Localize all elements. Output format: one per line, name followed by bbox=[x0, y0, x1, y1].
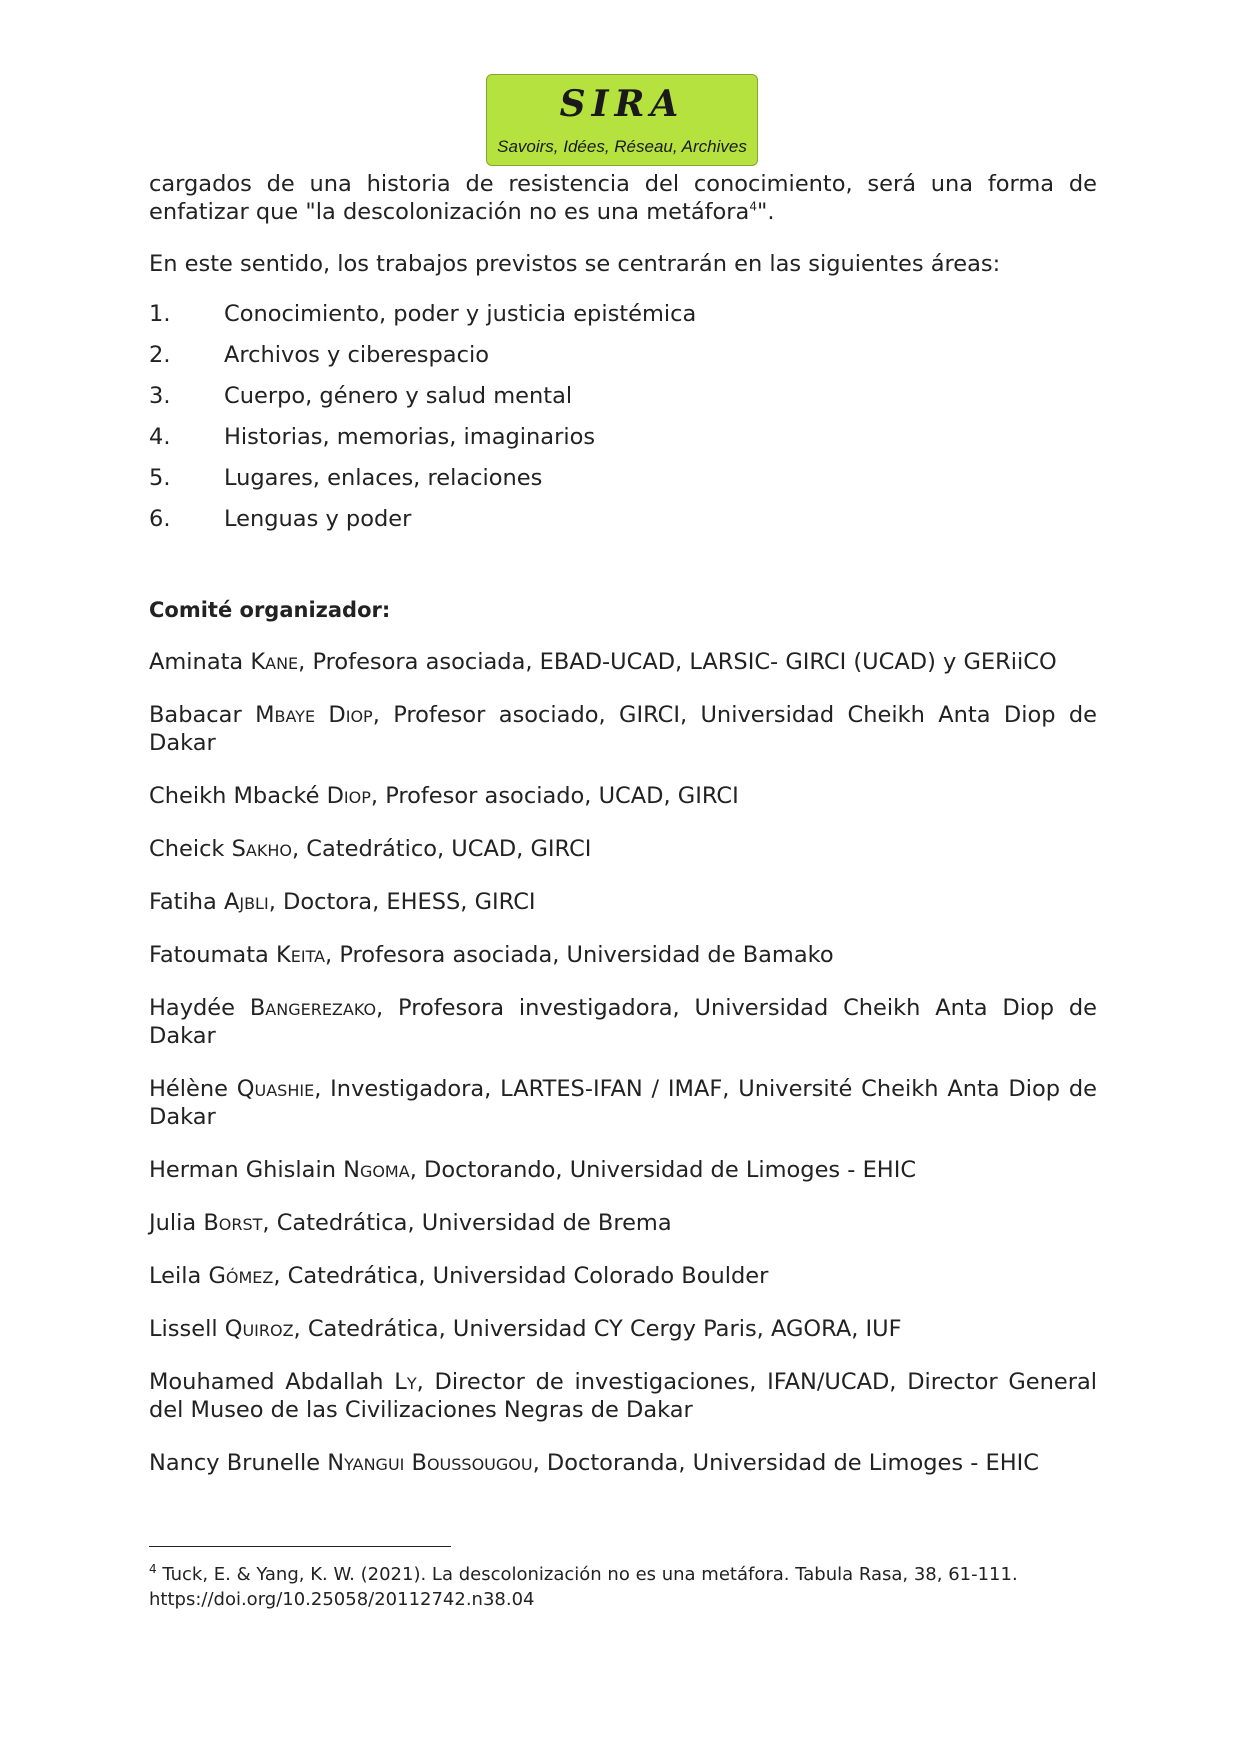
list-item-number: 2. bbox=[149, 342, 171, 368]
intro-paragraph bbox=[149, 170, 1097, 226]
member-affiliation: , Profesor asociado, GIRCI, Universidad Cheikh Anta Diop de Dakar bbox=[149, 702, 1097, 756]
member-first-name: Mouhamed Abdallah bbox=[149, 1369, 395, 1395]
member-affiliation: , Profesor asociado, UCAD, GIRCI bbox=[370, 783, 739, 809]
committee-heading: Comité organizador: bbox=[149, 598, 391, 622]
logo-subtitle: Savoirs, Idées, Réseau, Archives bbox=[497, 137, 747, 156]
member-first-name: Babacar bbox=[149, 702, 256, 728]
list-item-number: 1. bbox=[149, 301, 171, 327]
member-affiliation: , Catedrático, UCAD, GIRCI bbox=[291, 836, 592, 862]
member-affiliation: , Doctoranda, Universidad de Limoges - EHIC bbox=[532, 1450, 1039, 1476]
member-last-name: Sakho bbox=[231, 836, 292, 862]
member-affiliation: , Profesora investigadora, Universidad Cheikh Anta Diop de Dakar bbox=[149, 995, 1097, 1049]
member-last-name: Ajbli bbox=[223, 889, 269, 915]
areas-lead: En este sentido, los trabajos previstos se centrarán en las siguientes áreas: bbox=[149, 251, 1001, 277]
member-last-name: Quiroz bbox=[224, 1316, 294, 1342]
member-affiliation: , Profesora asociada, EBAD-UCAD, LARSIC- GIRCI (UCAD) y GERiiCO bbox=[298, 649, 1057, 675]
intro-end: ". bbox=[756, 199, 775, 225]
committee-member bbox=[149, 941, 1097, 969]
list-item-number: 6. bbox=[149, 506, 171, 532]
member-last-name: Ngoma bbox=[343, 1157, 410, 1183]
committee-member bbox=[149, 1156, 1097, 1184]
member-last-name: Kane bbox=[250, 649, 299, 675]
member-affiliation: , Investigadora, LARTES-IFAN / IMAF, Université Cheikh Anta Diop de Dakar bbox=[149, 1076, 1097, 1130]
member-affiliation: , Catedrática, Universidad CY Cergy Paris, AGORA, IUF bbox=[293, 1316, 902, 1342]
committee-member bbox=[149, 994, 1097, 1050]
member-first-name: Nancy Brunelle bbox=[149, 1450, 328, 1476]
committee-member bbox=[149, 835, 1097, 863]
member-affiliation: , Profesora asociada, Universidad de Bamako bbox=[325, 942, 834, 968]
member-affiliation: , Doctorando, Universidad de Limoges - EHIC bbox=[409, 1157, 917, 1183]
member-first-name: Aminata bbox=[149, 649, 251, 675]
member-first-name: Julia bbox=[149, 1210, 204, 1236]
list-item bbox=[149, 341, 1097, 382]
member-first-name: Leila bbox=[149, 1263, 209, 1289]
member-first-name: Haydée bbox=[149, 995, 250, 1021]
member-last-name: Nyangui Boussougou bbox=[327, 1450, 533, 1476]
member-last-name: Keita bbox=[275, 942, 326, 968]
member-last-name: Borst bbox=[203, 1210, 263, 1236]
committee-member bbox=[149, 1262, 1097, 1290]
member-last-name: Ly bbox=[394, 1369, 417, 1395]
member-first-name: Lissell bbox=[149, 1316, 225, 1342]
document-body bbox=[149, 170, 1097, 1502]
list-item-label: Archivos y ciberespacio bbox=[224, 342, 489, 368]
member-first-name: Fatoumata bbox=[149, 942, 276, 968]
footnote-number: 4 bbox=[149, 1562, 157, 1576]
committee-list bbox=[149, 648, 1097, 1477]
intro-text: cargados de una historia de resistencia del conocimiento, será una forma de enfatizar que "la descolonización no es una metáfora bbox=[149, 171, 1097, 225]
member-first-name: Fatiha bbox=[149, 889, 224, 915]
member-last-name: Mbaye Diop bbox=[255, 702, 373, 728]
member-first-name: Cheikh Mbacké bbox=[149, 783, 327, 809]
member-first-name: Herman Ghislain bbox=[149, 1157, 344, 1183]
member-affiliation: , Catedrática, Universidad de Brema bbox=[262, 1210, 672, 1236]
areas-list bbox=[149, 300, 1097, 546]
footnote bbox=[149, 1562, 1069, 1612]
committee-member bbox=[149, 1075, 1097, 1131]
committee-member bbox=[149, 1368, 1097, 1424]
committee-member bbox=[149, 701, 1097, 757]
list-item bbox=[149, 464, 1097, 505]
list-item-label: Historias, memorias, imaginarios bbox=[224, 424, 596, 450]
committee-member bbox=[149, 782, 1097, 810]
list-item-label: Lugares, enlaces, relaciones bbox=[224, 465, 543, 491]
committee-member bbox=[149, 1315, 1097, 1343]
list-item-label: Lenguas y poder bbox=[224, 506, 412, 532]
footnote-text: Tuck, E. & Yang, K. W. (2021). La descolonización no es una metáfora. Tabula Rasa, 38, 61-111. https://doi.org/10.25058/20112742.n38.04 bbox=[149, 1564, 1018, 1610]
committee-member bbox=[149, 1449, 1097, 1477]
member-first-name: Hélène bbox=[149, 1076, 237, 1102]
committee-member bbox=[149, 648, 1097, 676]
member-last-name: Diop bbox=[326, 783, 371, 809]
footnote-reference[interactable]: 4 bbox=[749, 199, 757, 214]
list-item-label: Conocimiento, poder y justicia epistémica bbox=[224, 301, 697, 327]
sira-logo bbox=[486, 74, 758, 166]
committee-member bbox=[149, 1209, 1097, 1237]
footnote-divider bbox=[149, 1546, 451, 1547]
logo-title: SIRA bbox=[559, 83, 685, 125]
list-item-number: 4. bbox=[149, 424, 171, 450]
list-item-label: Cuerpo, género y salud mental bbox=[224, 383, 573, 409]
committee-member bbox=[149, 888, 1097, 916]
list-item bbox=[149, 423, 1097, 464]
member-last-name: Gómez bbox=[208, 1263, 274, 1289]
list-item-number: 5. bbox=[149, 465, 171, 491]
member-first-name: Cheick bbox=[149, 836, 232, 862]
member-affiliation: , Catedrática, Universidad Colorado Boulder bbox=[273, 1263, 769, 1289]
member-last-name: Bangerezako bbox=[249, 995, 377, 1021]
member-affiliation: , Doctora, EHESS, GIRCI bbox=[268, 889, 536, 915]
member-last-name: Quashie bbox=[236, 1076, 315, 1102]
list-item bbox=[149, 300, 1097, 341]
list-item bbox=[149, 382, 1097, 423]
list-item bbox=[149, 505, 1097, 546]
list-item-number: 3. bbox=[149, 383, 171, 409]
member-affiliation: , Director de investigaciones, IFAN/UCAD, Director General del Museo de las Civilizaciones Negras de Dakar bbox=[149, 1369, 1097, 1423]
